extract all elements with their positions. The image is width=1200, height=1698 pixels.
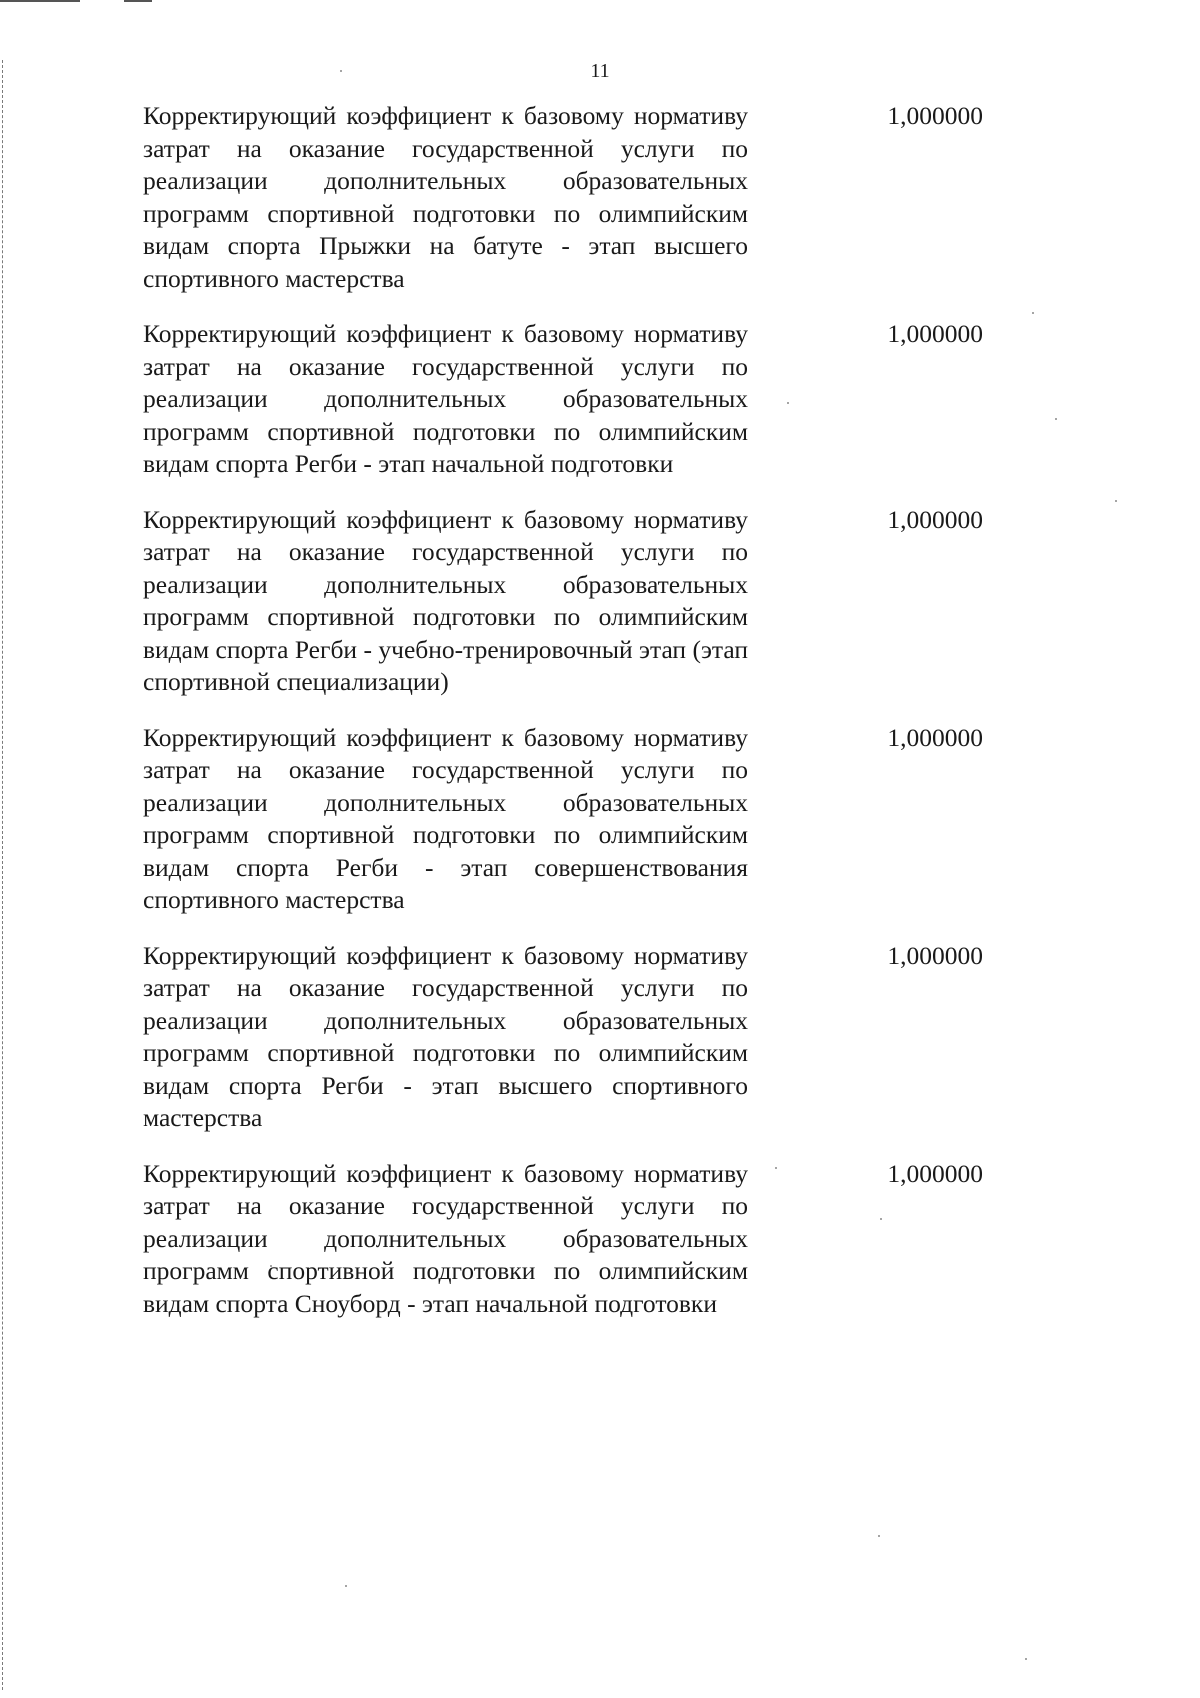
coefficient-value: 1,000000 — [887, 940, 983, 970]
coefficient-entry — [143, 940, 983, 1135]
coefficient-entry — [143, 100, 983, 295]
coefficient-entry — [143, 722, 983, 917]
coefficient-description: Корректирующий коэффициент к базовому нормативу затрат на оказание государственной услуги по реализации дополнительных образовательных программ спортивной подготовки по олимпийским видам спорта Прыжки на батуте - этап высшего спортивного мастерства — [143, 101, 748, 293]
coefficient-description: Корректирующий коэффициент к базовому нормативу затрат на оказание государственной услуги по реализации дополнительных образовательных программ спортивной подготовки по олимпийским видам спорта Регби - этап начальной подготовки — [143, 319, 748, 478]
coefficient-value: 1,000000 — [887, 504, 983, 534]
scan-speck — [1025, 1658, 1027, 1660]
coefficient-description: Корректирующий коэффициент к базовому нормативу затрат на оказание государственной услуги по реализации дополнительных образовательных программ спортивной подготовки по олимпийским видам спорта Регби - этап совершенствования спортивного мастерства — [143, 722, 748, 914]
scan-edge-mark — [0, 0, 80, 2]
coefficient-description: Корректирующий коэффициент к базовому нормативу затрат на оказание государственной услуги по реализации дополнительных образовательных программ спортивной подготовки по олимпийским видам спорта Регби - этап высшего спортивного мастерства — [143, 940, 748, 1132]
coefficient-value: 1,000000 — [887, 319, 983, 348]
page-number: 11 — [590, 60, 610, 82]
coefficient-entry — [143, 318, 983, 481]
coefficient-value: 1,000000 — [887, 101, 983, 130]
scan-speck — [1055, 418, 1057, 420]
scan-edge-line — [2, 60, 4, 1690]
coefficient-value: 1,000000 — [887, 1158, 983, 1188]
scan-speck — [878, 1535, 880, 1537]
scan-speck — [345, 1585, 347, 1587]
coefficient-description: Корректирующий коэффициент к базовому нормативу затрат на оказание государственной услуги по реализации дополнительных образовательных программ спортивной подготовки по олимпийским видам спорта Сноуборд - этап начальной подготовки — [143, 1158, 748, 1318]
coefficient-list — [143, 100, 983, 1343]
coefficient-description: Корректирующий коэффициент к базовому нормативу затрат на оказание государственной услуги по реализации дополнительных образовательных программ спортивной подготовки по олимпийским видам спорта Регби - учебно-тренировочный этап (этап спортивной специализации) — [143, 504, 748, 696]
scan-speck — [1032, 312, 1034, 314]
coefficient-entry — [143, 1158, 983, 1321]
coefficient-value: 1,000000 — [887, 722, 983, 752]
scan-edge-mark — [124, 0, 152, 2]
coefficient-entry — [143, 504, 983, 699]
scan-speck — [1115, 500, 1117, 502]
scan-speck — [340, 70, 342, 72]
